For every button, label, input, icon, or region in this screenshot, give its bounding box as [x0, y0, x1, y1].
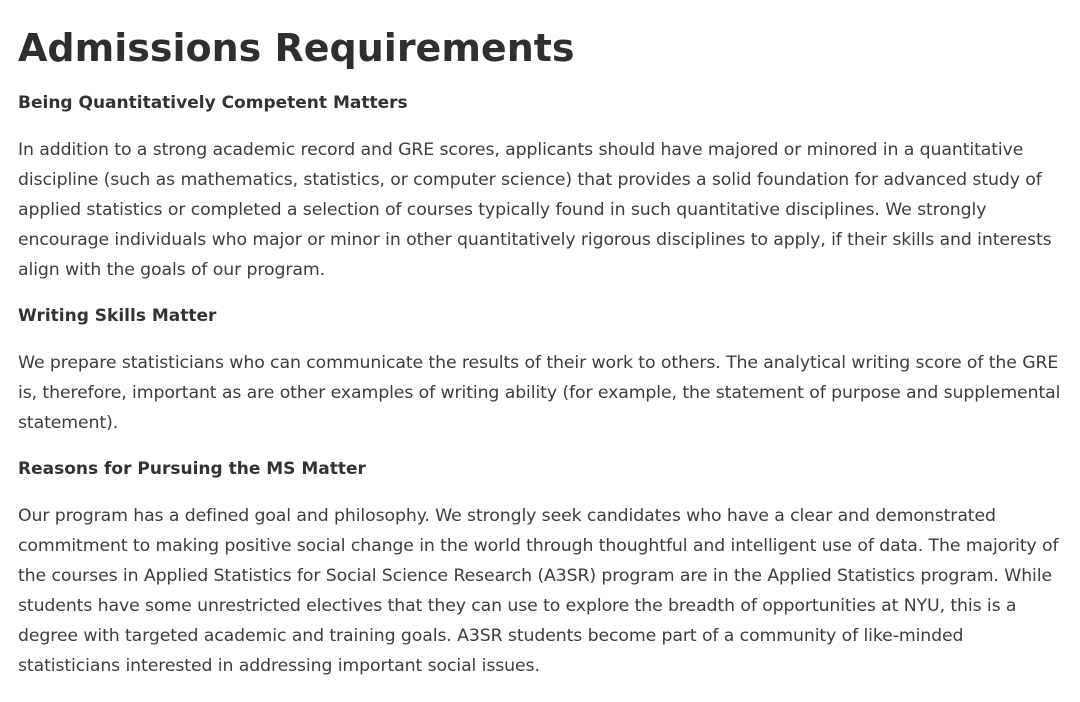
- section-heading: Writing Skills Matter: [18, 306, 217, 326]
- section-paragraph: We prepare statisticians who can communicate the results of their work to others. The analytical writing score of the GRE is, therefore, important as are other examples of writing ability (for example, the statement of purpose and supplemental statement).: [18, 353, 1061, 433]
- spacer: [18, 481, 1070, 501]
- page-title: Admissions Requirements: [18, 26, 575, 70]
- section-heading: Being Quantitatively Competent Matters: [18, 93, 408, 113]
- spacer: [18, 74, 1070, 91]
- section-heading: Reasons for Pursuing the MS Matter: [18, 459, 366, 479]
- spacer: [18, 438, 1070, 457]
- admissions-content: [18, 22, 1070, 681]
- spacer: [18, 115, 1070, 135]
- section-quantitative: [18, 91, 1070, 285]
- spacer: [18, 328, 1070, 348]
- section-paragraph: In addition to a strong academic record and GRE scores, applicants should have majored or minored in a quantitative discipline (such as mathematics, statistics, or computer science) that provides a solid foundation for advanced study of applied statistics or completed a selection of courses typically found in such quantitative disciplines. We strongly encourage individuals who major or minor in other quantitatively rigorous disciplines to apply, if their skills and interests align with the goals of our program.: [18, 140, 1052, 280]
- section-writing: [18, 304, 1070, 438]
- spacer: [18, 285, 1070, 304]
- section-reasons: [18, 457, 1070, 681]
- section-paragraph: Our program has a defined goal and philosophy. We strongly seek candidates who have a clear and demonstrated commitment to making positive social change in the world through thoughtful and intelligent use of data. The majority of the courses in Applied Statistics for Social Science Research (A3SR) program are in the Applied Statistics program. While students have some unrestricted electives that they can use to explore the breadth of opportunities at NYU, this is a degree with targeted academic and training goals. A3SR students become part of a community of like-minded statisticians interested in addressing important social issues.: [18, 506, 1059, 676]
